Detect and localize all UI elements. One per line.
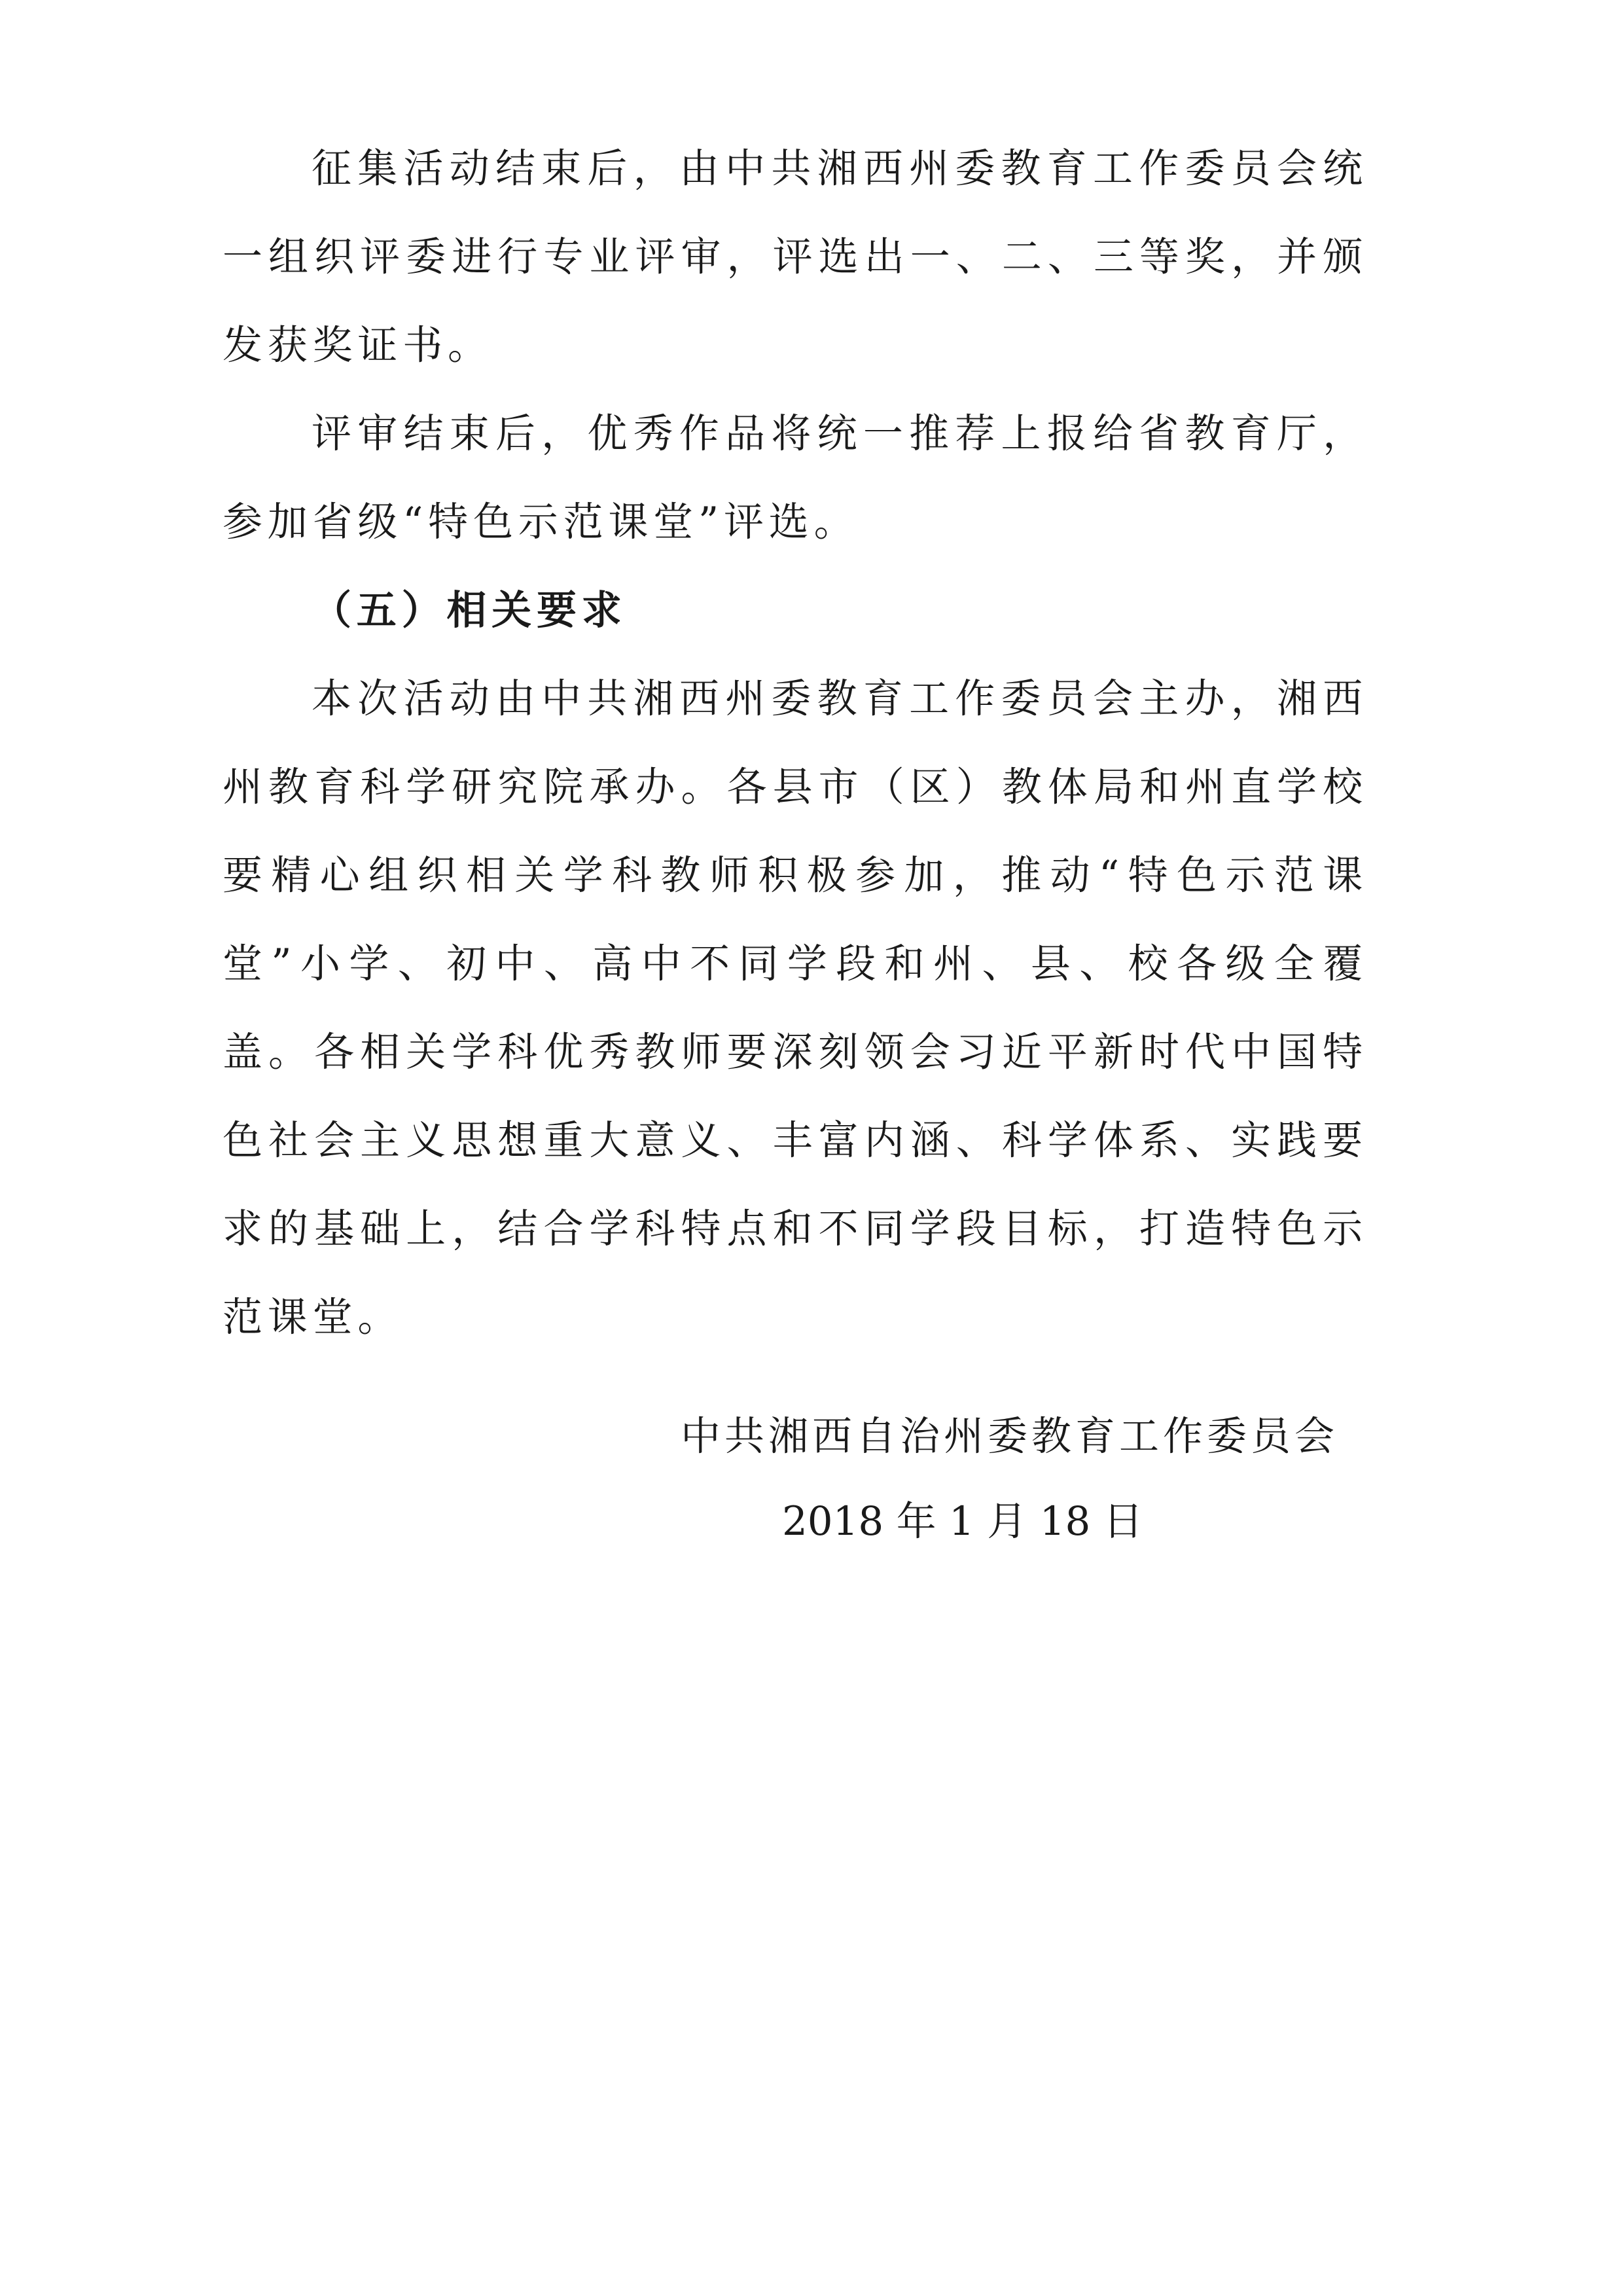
date-month-unit: 月 xyxy=(987,1498,1027,1545)
date-day-unit: 日 xyxy=(1103,1498,1143,1545)
section-heading-requirements: （五）相关要求 xyxy=(312,587,627,634)
signature-block xyxy=(681,1394,1400,1564)
date-year: 2018 xyxy=(782,1498,884,1545)
paragraph-evaluation: 征集活动结束后，由中共湘西州委教育工作委员会统一组织评委进行专业评审，评选出一、二、三等奖，并颁发获奖证书。 xyxy=(223,145,1368,368)
document-body xyxy=(223,124,1368,1361)
date-month: 1 xyxy=(949,1498,974,1545)
signature-date xyxy=(681,1479,1400,1564)
date-day: 18 xyxy=(1039,1498,1091,1545)
paragraph-recommendation: 评审结束后，优秀作品将统一推荐上报给省教育厅，参加省级“特色示范课堂”评选。 xyxy=(223,410,1368,545)
paragraph-requirements: 本次活动由中共湘西州委教育工作委员会主办，湘西州教育科学研究院承办。各县市（区）教体局和州直学校要精心组织相关学科教师积极参加，推动“特色示范课堂”小学、初中、高中不同学段和州、县、校各级全覆盖。各相关学科优秀教师要深刻领会习近平新时代中国特色社会主义思想重大意义、丰富内涵、科学体系、实践要求的基础上，结合学科特点和不同学段目标，打造特色示范课堂。 xyxy=(223,675,1368,1340)
signature-organization: 中共湘西自治州委教育工作委员会 xyxy=(681,1413,1339,1460)
date-year-unit: 年 xyxy=(896,1498,936,1545)
